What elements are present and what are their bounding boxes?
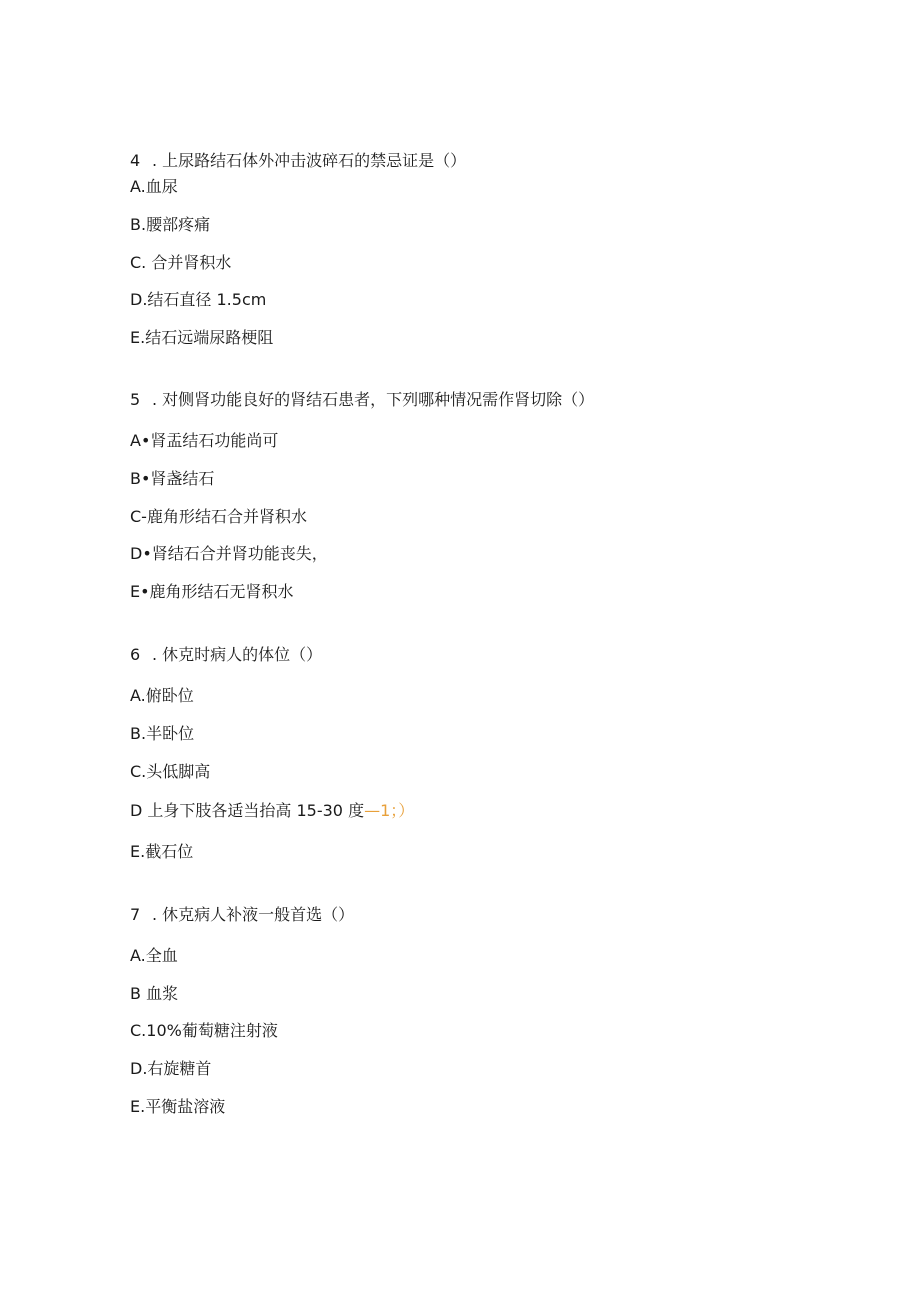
question-7-option-d: D.右旋糖首 [130, 1059, 212, 1078]
question-6-option-c: C.头低脚高 [130, 762, 211, 781]
question-6-option-a: A.俯卧位 [130, 686, 194, 705]
question-4-option-b: B.腰部疼痛 [130, 215, 211, 234]
question-text: . 休克病人补液一般首选（） [152, 905, 355, 924]
question-7-option-c: C.10%葡萄糖注射液 [130, 1021, 278, 1040]
question-6-stem [130, 645, 322, 665]
question-7-option-e: E.平衡盐溶液 [130, 1097, 226, 1116]
question-4-stem [130, 151, 466, 171]
question-7-option-a: A.全血 [130, 946, 178, 965]
question-text: . 对侧肾功能良好的肾结石患者，下列哪种情况需作肾切除（） [152, 390, 595, 409]
question-7-option-b: B 血浆 [130, 984, 179, 1003]
question-text: . 上尿路结石体外冲击波碎石的禁忌证是（） [152, 151, 467, 170]
question-text: . 休克时病人的体位（） [152, 645, 323, 664]
question-number: 4 [130, 151, 141, 170]
question-5-option-d: D•肾结石合并肾功能丧失， [130, 544, 328, 563]
question-4-option-c: C. 合并肾积水 [130, 253, 232, 272]
question-number: 6 [130, 645, 141, 664]
question-5-option-b: B•肾盏结石 [130, 469, 215, 488]
question-5-option-c: C-鹿角形结石合并肾积水 [130, 507, 307, 526]
question-number: 7 [130, 905, 141, 924]
question-6-option-b: B.半卧位 [130, 724, 195, 743]
question-6-option-e: E.截石位 [130, 842, 194, 861]
option-mark: —1；） [364, 801, 415, 820]
question-4-option-e: E.结石远端尿路梗阻 [130, 328, 274, 347]
option-text: D 上身下肢各适当抬高 15-30 度 [130, 801, 365, 820]
question-4-option-a: A.血尿 [130, 177, 178, 196]
question-5-option-e: E•鹿角形结石无肾积水 [130, 582, 294, 601]
question-5-option-a: A•肾盂结石功能尚可 [130, 431, 279, 450]
question-number: 5 [130, 390, 141, 409]
question-5-stem [130, 390, 594, 410]
question-6-option-d [130, 801, 414, 821]
question-7-stem [130, 905, 354, 925]
question-4-option-d: D.结石直径 1.5cm [130, 290, 267, 309]
